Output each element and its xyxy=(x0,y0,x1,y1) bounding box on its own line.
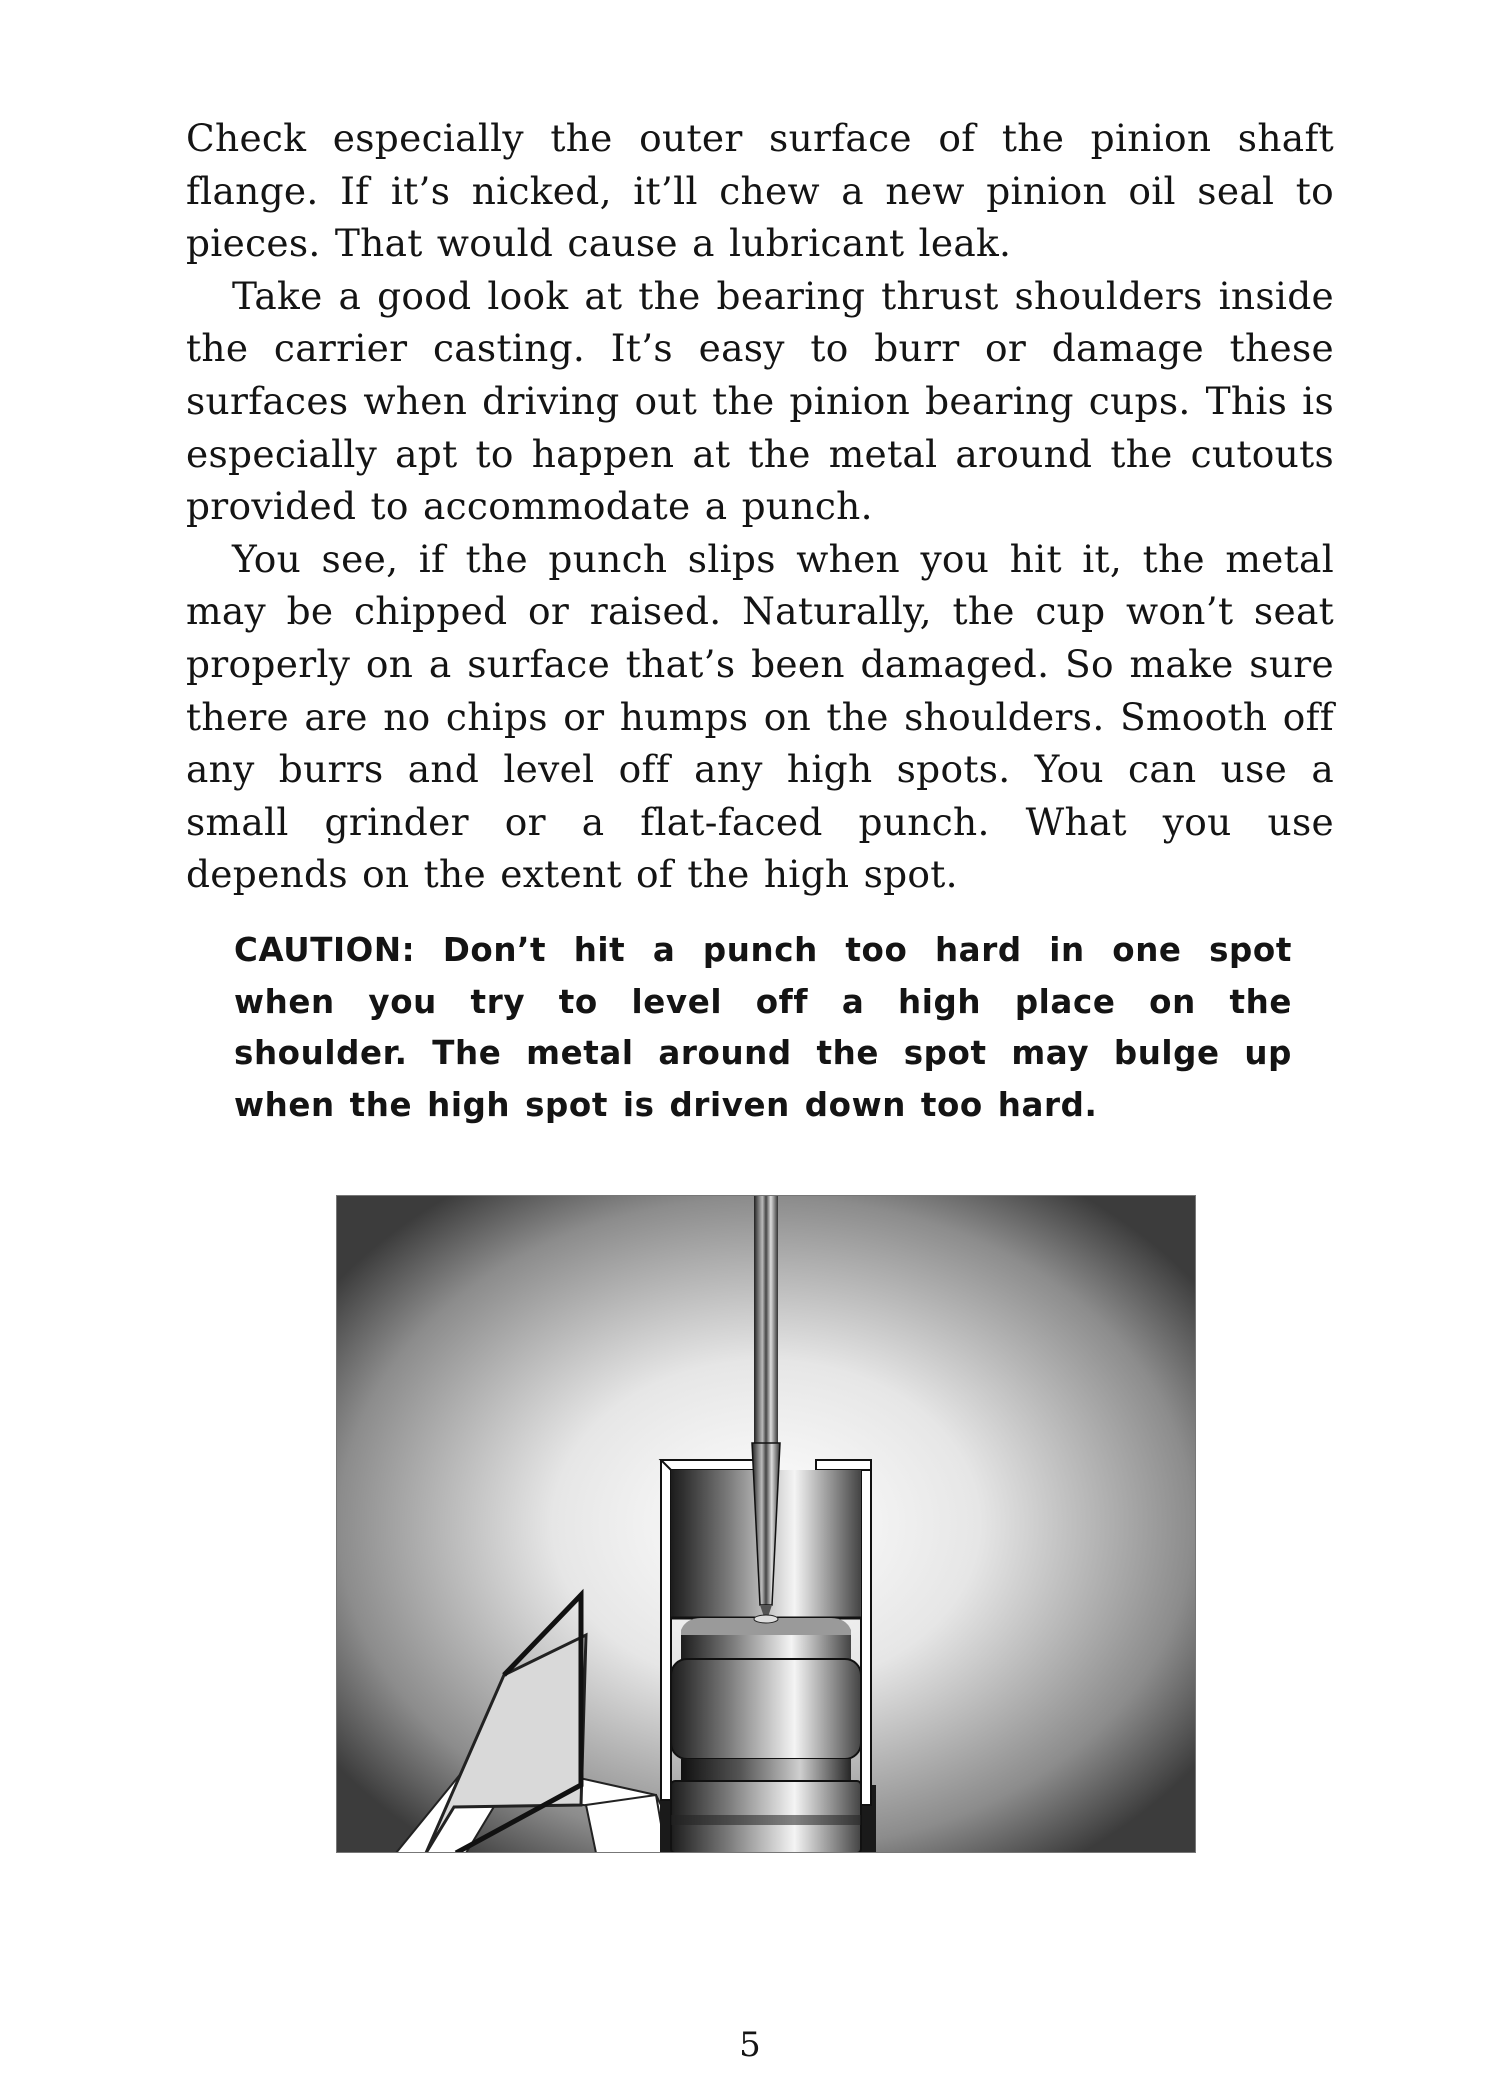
body-text xyxy=(186,112,1334,901)
bearing-cup-middle xyxy=(671,1618,861,1853)
caution-note: CAUTION: Don’t hit a punch too hard in one spot when you try to level off a high place on the shoulder. The metal around the spot may bulge up when the high spot is driven down too hard. xyxy=(234,931,1292,1124)
paragraph-thrust-shoulders: Take a good look at the bearing thrust shoulders inside the carrier casting. It’s easy to burr or damage these surfaces when driving out the pinion bearing cups. This is especially apt to happen at the metal around the cutouts provided to accommodate a punch. xyxy=(186,273,1334,529)
page-number: 5 xyxy=(739,2025,761,2065)
paragraph-punch-slip: You see, if the punch slips when you hit it, the metal may be chipped or raised. Naturally, the cup won’t seat properly on a surface that’s been damaged. So make sure there are no chips or humps on the shoulders. Smooth off any burrs and level off any high spots. You can use a small grinder or a flat-faced punch. What you use depends on the extent of the high spot. xyxy=(186,536,1334,897)
punch-on-bearing-shoulder-illustration xyxy=(336,1195,1196,1853)
paragraph-pinion-flange: Check especially the outer surface of the pinion shaft flange. If it’s nicked, it’ll chew a new pinion oil seal to pieces. That would cause a lubricant leak. xyxy=(186,116,1334,266)
